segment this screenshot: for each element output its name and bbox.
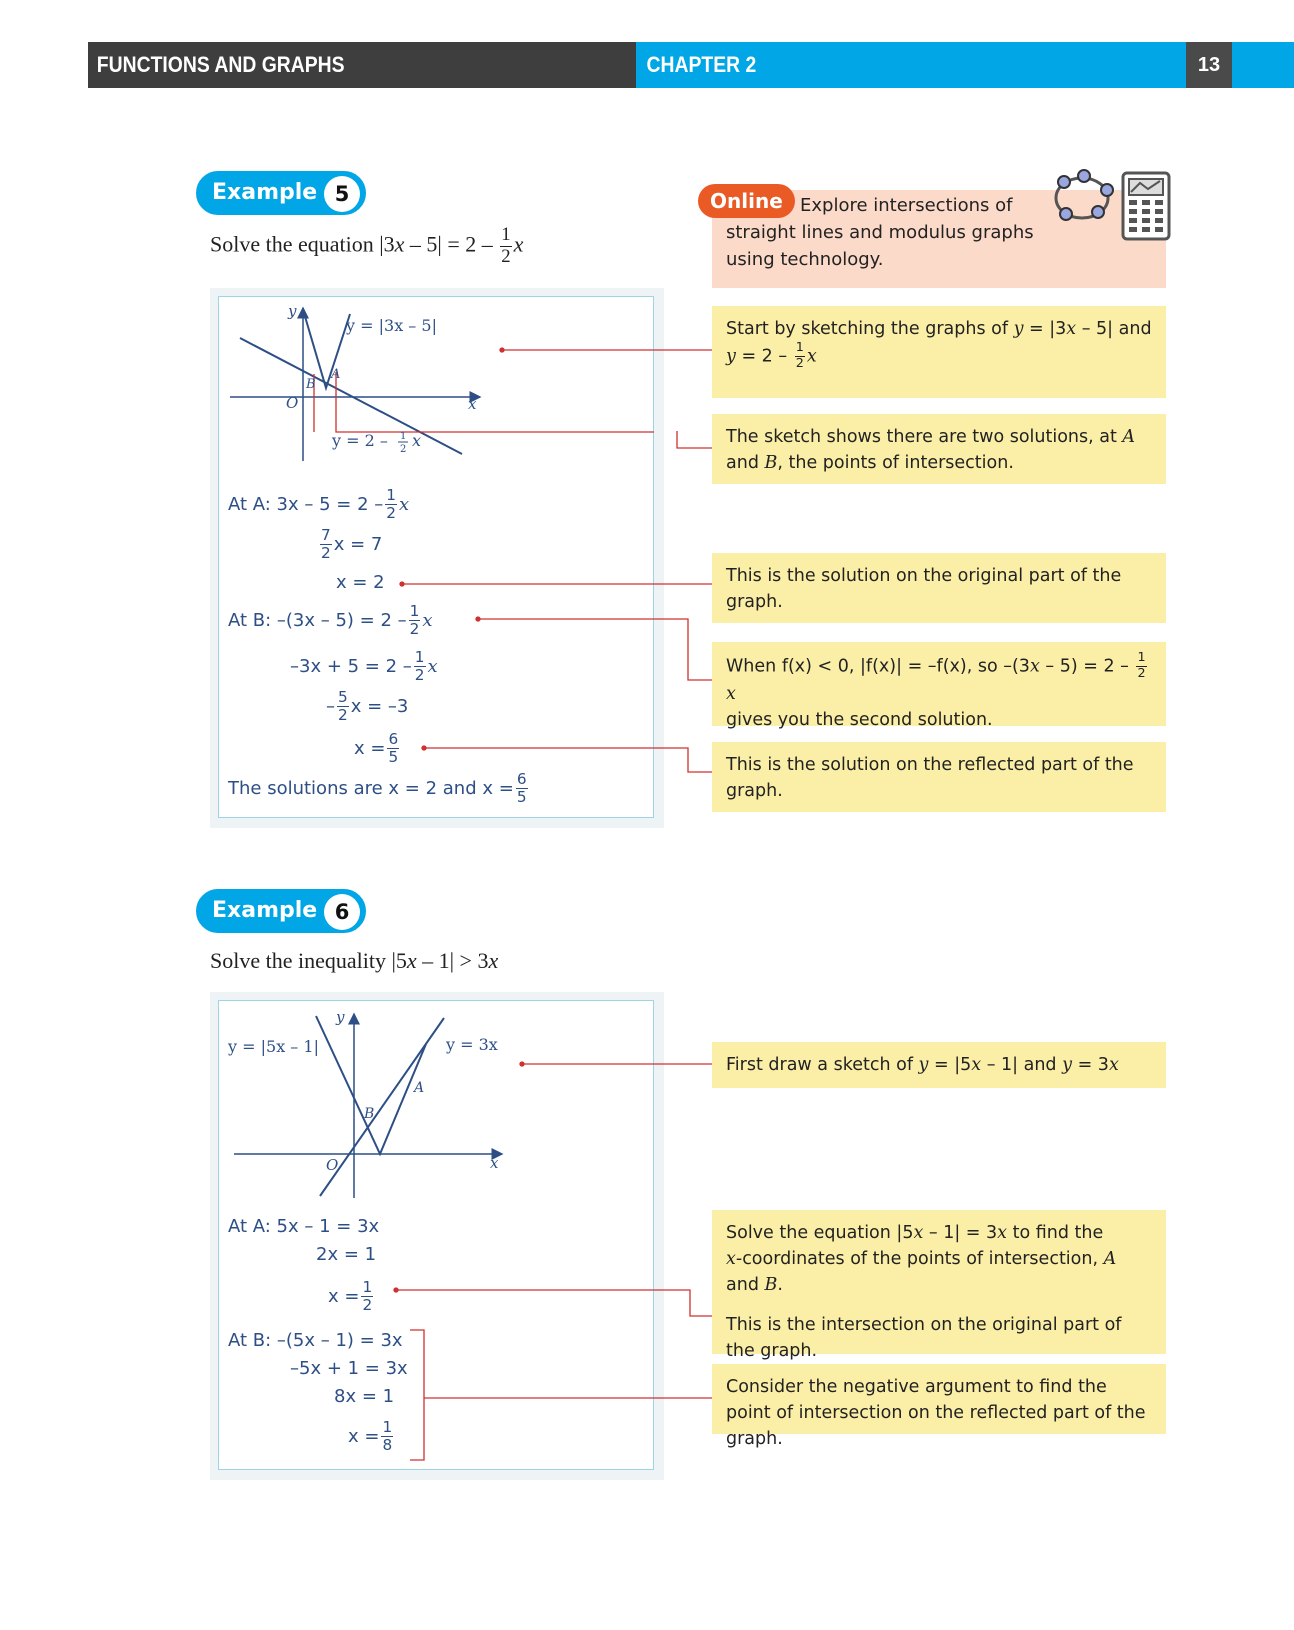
svg-text:x: x <box>468 395 477 413</box>
svg-text:1: 1 <box>400 431 407 442</box>
svg-text:y = |5x – 1|: y = |5x – 1| <box>228 1037 319 1056</box>
note-two-solutions: The sketch shows there are two solutions, at A and B, the points of intersection. <box>712 414 1166 484</box>
work-at-b: At B: –(3x – 5) = 2 – $\frac{1}{2}$ x <box>228 602 433 639</box>
work-a-step1: 2x = 1 <box>316 1244 377 1265</box>
note-reflected-solution: This is the solution on the reflected part of the graph. <box>712 742 1166 812</box>
svg-text:B: B <box>364 1106 375 1122</box>
example-label: Example <box>212 180 318 205</box>
work-a-result: x = $\frac{1}{2}$ <box>328 1278 373 1315</box>
work-b-step2: 8x = 1 <box>334 1386 395 1407</box>
svg-text:y = 2 –: y = 2 – <box>332 431 388 450</box>
work-at-a: At A: 3x – 5 = 2 – $\frac{1}{2}$ x <box>228 486 410 523</box>
example-6-problem: Solve the inequality |5x – 1| > 3x <box>210 948 499 973</box>
svg-text:A: A <box>331 367 341 382</box>
note-negative-case: When f(x) < 0, |f(x)| = –f(x), so –(3x – 5) = 2 – $\frac{1}{2}$ x gives you the second solution. <box>712 642 1166 726</box>
example-5-problem: Solve the equation |3x – 5| = 2 – $\frac{1}{2}$ x <box>210 224 524 267</box>
work-b-step2: – $\frac{5}{2}$ x = –3 <box>326 688 409 725</box>
work-b-step1: –3x + 5 = 2 – $\frac{1}{2}$ x <box>290 648 438 685</box>
svg-text:B: B <box>306 377 316 392</box>
online-text-cont: straight lines and modulus graphs using technology. <box>726 222 1034 270</box>
work-at-a: At A: 5x – 1 = 3x <box>228 1216 380 1237</box>
note-negative-argument: Consider the negative argument to find the point of intersection on the reflected part of the graph. <box>712 1364 1166 1434</box>
svg-text:A: A <box>414 1080 425 1096</box>
svg-text:y: y <box>288 302 297 320</box>
note-original-solution: This is the solution on the original part of the graph. <box>712 553 1166 623</box>
svg-text:x: x <box>412 431 422 450</box>
online-text: Explore intersections of <box>800 195 1013 216</box>
note-solve-equation: Solve the equation |5x – 1| = 3x to find the x-coordinates of the points of intersection, A and B. This is the intersection on the original part of the graph. <box>712 1210 1166 1354</box>
svg-text:x: x <box>490 1154 499 1172</box>
example-number: 6 <box>324 894 360 930</box>
svg-text:y: y <box>336 1008 345 1026</box>
work-b-result: x = $\frac{6}{5}$ <box>354 730 399 767</box>
work-b-step1: –5x + 1 = 3x <box>290 1358 408 1379</box>
work-b-result: x = $\frac{1}{8}$ <box>348 1418 393 1455</box>
work-a-result: x = 2 <box>336 572 385 593</box>
svg-text:y = 3x: y = 3x <box>446 1035 498 1054</box>
note-original-intersection: This is the intersection on the original part of the graph. <box>726 1315 1122 1361</box>
note-first-sketch: First draw a sketch of y = |5x – 1| and y = 3x <box>712 1042 1166 1088</box>
page-number: 13 <box>1197 54 1221 76</box>
svg-text:O: O <box>286 394 299 412</box>
svg-text:O: O <box>326 1156 339 1174</box>
header-chapter-title: CHAPTER 2 <box>646 52 757 77</box>
example-number: 5 <box>324 176 360 212</box>
fraction-half: $\frac{1}{2}$ <box>501 224 511 267</box>
example-label: Example <box>212 898 318 923</box>
svg-text:y = |3x – 5|: y = |3x – 5| <box>346 316 437 335</box>
online-badge[interactable]: Online <box>698 184 795 218</box>
work-a-step1: $\frac{7}{2}$ x = 7 <box>321 526 383 563</box>
svg-text:2: 2 <box>400 444 407 455</box>
note-sketch-graphs: Start by sketching the graphs of y = |3x – 5| and y = 2 – $\frac{1}{2}$ x <box>712 306 1166 398</box>
work-at-b: At B: –(5x – 1) = 3x <box>228 1330 403 1351</box>
work-conclusion: The solutions are x = 2 and x = $\frac{6}{5}$ <box>228 770 527 807</box>
header-section-title: FUNCTIONS AND GRAPHS <box>96 52 345 77</box>
